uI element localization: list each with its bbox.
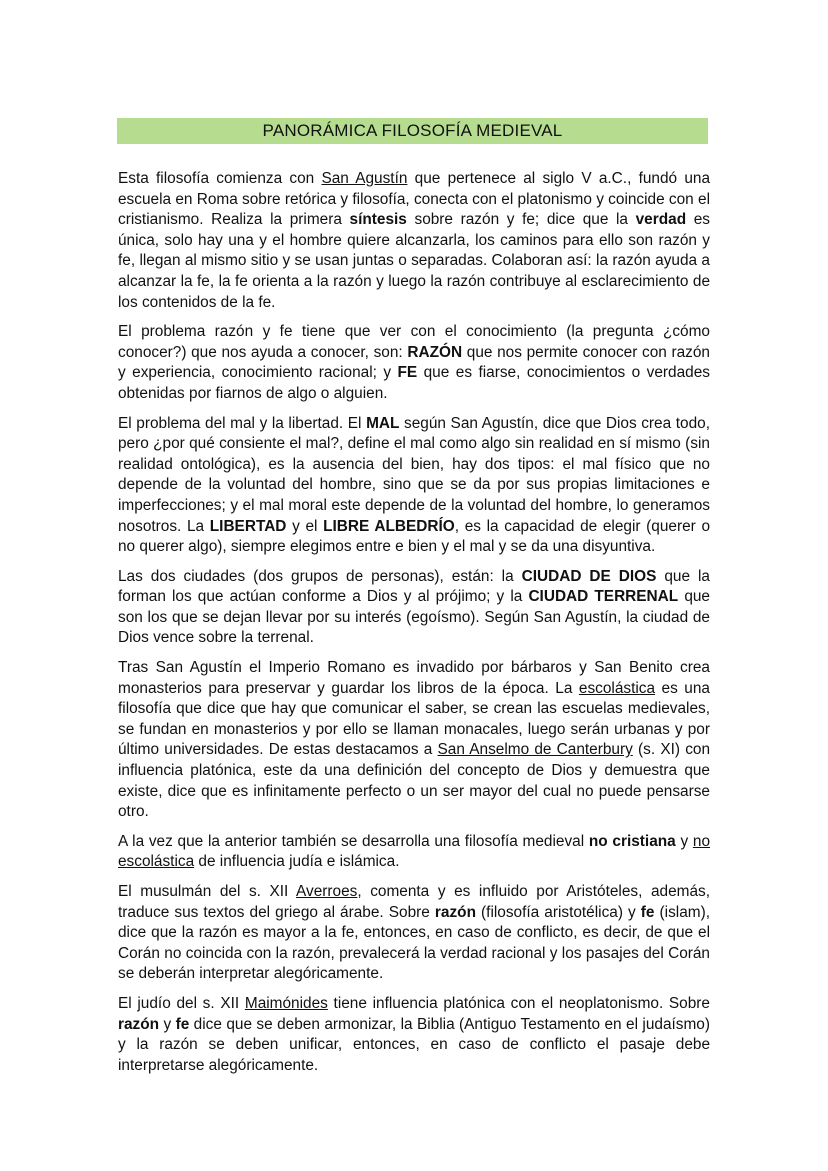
text: (filosofía aristotélica) y [475, 903, 641, 921]
text: y el [286, 517, 324, 535]
text: Tras San Agustín el Imperio Romano es invadido por bárbaros y San Benito crea monasterios para preservar y guardar los libros de la época. La [118, 659, 710, 697]
text: El judío del s. XII [118, 994, 245, 1012]
text: que son los que se dejan llevar por su interés (egoísmo). Según San Agustín, la ciudad de Dios vence sobre la terrenal. [118, 588, 710, 647]
bold-term: CIUDAD TERRENAL [528, 588, 679, 606]
underlined-name: San Anselmo de Canterbury [437, 741, 633, 759]
underlined-name: Averroes [296, 883, 358, 900]
bold-term: razón [434, 903, 476, 921]
bold-term: fe [640, 903, 655, 921]
text: es una filosofía que dice que hay que comunicar el saber, se crean las escuelas medievales, se fundan en monasterios y por ello se llaman monacales, luego serán urbanas y por último universidades. De estas destacamos a [118, 679, 710, 759]
bold-term: CIUDAD DE DIOS [521, 567, 657, 585]
text: , es la capacidad de elegir (querer o no querer algo), siempre elegimos entre e bien y el mal y se da una disyuntiva. [118, 517, 711, 556]
bold-term: RAZÓN [407, 343, 463, 361]
bold-term: no cristiana [588, 832, 676, 850]
text: que nos permite conocer con razón y experiencia, conocimiento racional; y [118, 343, 710, 382]
text: Esta filosofía comienza con [118, 170, 322, 187]
paragraph-maimonides [118, 994, 710, 1076]
paragraph-mal-libertad [118, 414, 710, 558]
text: (s. XI) con influencia platónica, este da una definición del concepto de Dios y demuestra que existe, dice que es infinitamente perfecto o un ser mayor del cual no puede pensarse otro. [118, 741, 711, 821]
text: de influencia judía e islámica. [194, 853, 400, 871]
underlined-name: Maimónides [244, 994, 328, 1012]
text: que pertenece al siglo V a.C., fundó una escuela en Roma sobre retórica y filosofía, conecta con el platonismo y coincide con el cristianismo. Realiza la primera [118, 170, 710, 229]
text: Las dos ciudades (dos grupos de personas), están: la [118, 567, 522, 585]
text: y [675, 832, 693, 850]
paragraph-averroes [118, 882, 710, 985]
underlined-term: escolástica [578, 679, 656, 697]
title-banner [117, 118, 708, 144]
bold-term: LIBERTAD [209, 517, 287, 535]
bold-term: MAL [366, 414, 400, 432]
text: sobre razón y fe; dice que la [406, 211, 636, 229]
bold-term: FE [397, 364, 418, 382]
paragraph-dos-ciudades [118, 567, 710, 649]
text: y [159, 1015, 176, 1033]
text: es única, solo hay una y el hombre quiere alcanzarla, los caminos para ello son razón y fe, llegan al mismo sitio y se usan juntas o separadas. Colaboran así: la razón ayuda a alcanzar la fe, la fe orienta a la razón y luego la razón contribuye al esclarecimiento de los contenidos de la fe. [118, 211, 710, 311]
text: que es fiarse, conocimientos o verdades obtenidas por fiarnos de algo o alguien. [118, 364, 710, 402]
bold-term: fe [175, 1015, 190, 1033]
text: , comenta y es influido por Aristóteles, además, traduce sus textos del griego al árabe. Sobre [118, 883, 710, 921]
text: El musulmán del s. XII [118, 883, 297, 900]
bold-term: LIBRE ALBEDRÍO [323, 517, 455, 535]
page-title: PANORÁMICA FILOSOFÍA MEDIEVAL [262, 121, 563, 140]
text: El problema razón y fe tiene que ver con el conocimiento (la pregunta ¿cómo conocer?) que nos ayuda a conocer, son: [118, 323, 710, 361]
paragraph-san-agustin [118, 169, 710, 313]
paragraph-razon-fe [118, 322, 710, 404]
text: (islam), dice que la razón es mayor a la fe, entonces, en caso de conflicto, es decir, de que el Corán no coincida con la razón, prevalecerá la verdad racional y los pasajes del Corán se deberán interpretar alegóricamente. [118, 903, 710, 983]
document-body [118, 169, 710, 1085]
underlined-name: San Agustín [321, 170, 408, 187]
text: tiene influencia platónica con el neoplatonismo. Sobre [327, 994, 710, 1012]
bold-term: razón [118, 1015, 160, 1033]
underlined-term: no escolástica [118, 832, 711, 871]
text: El problema del mal y la libertad. El [118, 414, 367, 432]
bold-term: verdad [635, 211, 687, 229]
text: A la vez que la anterior también se desarrolla una filosofía medieval [118, 832, 589, 850]
paragraph-escolastica [118, 658, 710, 823]
text: según San Agustín, dice que Dios crea todo, pero ¿por qué consiente el mal?, define el mal como algo sin realidad en sí mismo (sin realidad ontológica), es la ausencia del bien, hay dos tipos: el mal físico que no depende de la voluntad del hombre, sino que se da por sus propias limitaciones e imperfecciones; y el mal moral este depende de la voluntad del hombre, lo generamos nosotros. La [118, 414, 710, 535]
text: dice que se deben armonizar, la Biblia (Antiguo Testamento en el judaísmo) y la razón se deben unificar, entonces, en caso de conflicto el pasaje debe interpretarse alegóricamente. [118, 1015, 710, 1074]
bold-term: síntesis [349, 211, 407, 229]
text: que la forman los que actúan conforme a Dios y al prójimo; y la [118, 567, 710, 606]
paragraph-no-cristiana [118, 832, 710, 873]
